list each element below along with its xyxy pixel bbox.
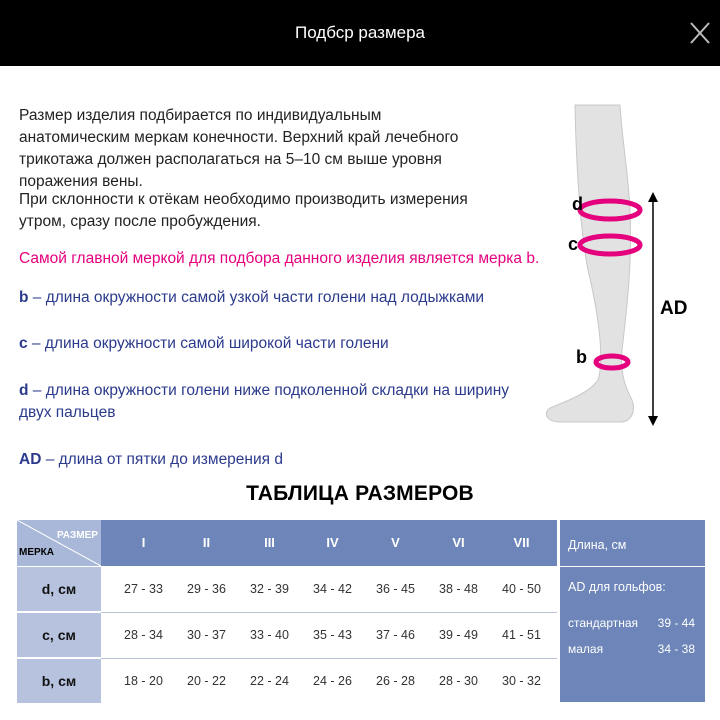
table-cell: 22 - 24 [250, 674, 289, 688]
size-col-header: III [264, 535, 275, 550]
definition-key: AD [19, 451, 42, 468]
label-ad: AD [660, 298, 688, 319]
definition-key: d [19, 382, 29, 399]
label-c: c [568, 234, 579, 254]
size-col-header: VII [513, 535, 530, 550]
definition-text: – длина окружности самой широкой части голени [27, 335, 389, 352]
table-cell: 34 - 42 [313, 582, 352, 596]
length-row-value: 39 - 44 [657, 616, 695, 630]
ad-label: AD для гольфов: [568, 580, 666, 594]
table-cell: 29 - 36 [187, 582, 226, 596]
size-col-header: II [202, 535, 211, 550]
row-label: d, см [17, 567, 101, 611]
definition-key: b [19, 289, 29, 306]
definition-key: c [19, 335, 28, 352]
length-row-label: малая [568, 642, 604, 656]
length-row-standard [568, 616, 703, 630]
size-table-header [17, 520, 557, 566]
corner-measure-label: МЕРКА [19, 547, 54, 558]
length-row-small [568, 642, 703, 656]
size-table-title: ТАБЛИЦА РАЗМЕРОВ [246, 482, 474, 505]
main-measure-note: Самой главной меркой для подбора данного изделия является мерка b. [19, 250, 540, 267]
table-cell: 18 - 20 [124, 674, 163, 688]
definition-text: – длина от пятки до измерения d [41, 451, 283, 468]
length-divider [560, 566, 705, 567]
close-icon[interactable] [688, 18, 712, 48]
table-cell: 39 - 49 [439, 628, 478, 642]
row-label: c, см [17, 613, 101, 657]
definition-b [19, 287, 509, 309]
table-row [17, 658, 557, 704]
definition-text: – длина окружности самой узкой части голени над лодыжками [28, 289, 485, 306]
definition-c [19, 333, 509, 355]
label-b: b [576, 347, 587, 367]
table-cell: 38 - 48 [439, 582, 478, 596]
table-cell: 27 - 33 [124, 582, 163, 596]
label-d: d [572, 194, 583, 214]
row-label: b, см [17, 659, 101, 703]
definition-d [19, 380, 509, 424]
table-cell: 26 - 28 [376, 674, 415, 688]
size-col-header: VI [452, 535, 465, 550]
modal-header [0, 0, 720, 66]
table-cell: 32 - 39 [250, 582, 289, 596]
table-corner [17, 520, 101, 566]
table-cell: 35 - 43 [313, 628, 352, 642]
definition-ad [19, 449, 509, 471]
table-cell: 30 - 37 [187, 628, 226, 642]
size-col-header: V [391, 535, 400, 550]
intro-paragraph-1: Размер изделия подбирается по индивидуальным анатомическим меркам конечности. Верхний край лечебного трикотажа должен располагаться на 5–10 см выше уровня поражения вены. [19, 107, 459, 190]
size-col-header: I [141, 535, 146, 550]
intro-paragraph-2: При склонности к отёкам необходимо производить измерения утром, сразу после пробуждения. [19, 191, 468, 230]
size-col-header: IV [326, 535, 339, 550]
table-cell: 37 - 46 [376, 628, 415, 642]
table-cell: 28 - 34 [124, 628, 163, 642]
corner-size-label: РАЗМЕР [57, 530, 98, 541]
table-cell: 40 - 50 [502, 582, 541, 596]
length-row-label: стандартная [568, 616, 639, 630]
table-cell: 30 - 32 [502, 674, 541, 688]
table-cell: 28 - 30 [439, 674, 478, 688]
length-row-value: 34 - 38 [657, 642, 695, 656]
definition-text: – длина окружности голени ниже подколенной складки на ширину двух пальцев [19, 382, 510, 421]
table-row [17, 566, 557, 612]
modal-title: Подбср размера [294, 23, 425, 42]
table-cell: 36 - 45 [376, 582, 415, 596]
length-title: Длина, см [568, 538, 627, 552]
table-cell: 24 - 26 [313, 674, 352, 688]
table-cell: 33 - 40 [250, 628, 289, 642]
length-panel [560, 520, 705, 702]
table-cell: 41 - 51 [502, 628, 541, 642]
table-row [17, 612, 557, 658]
leg-measurement-diagram [540, 100, 720, 440]
table-cell: 20 - 22 [187, 674, 226, 688]
